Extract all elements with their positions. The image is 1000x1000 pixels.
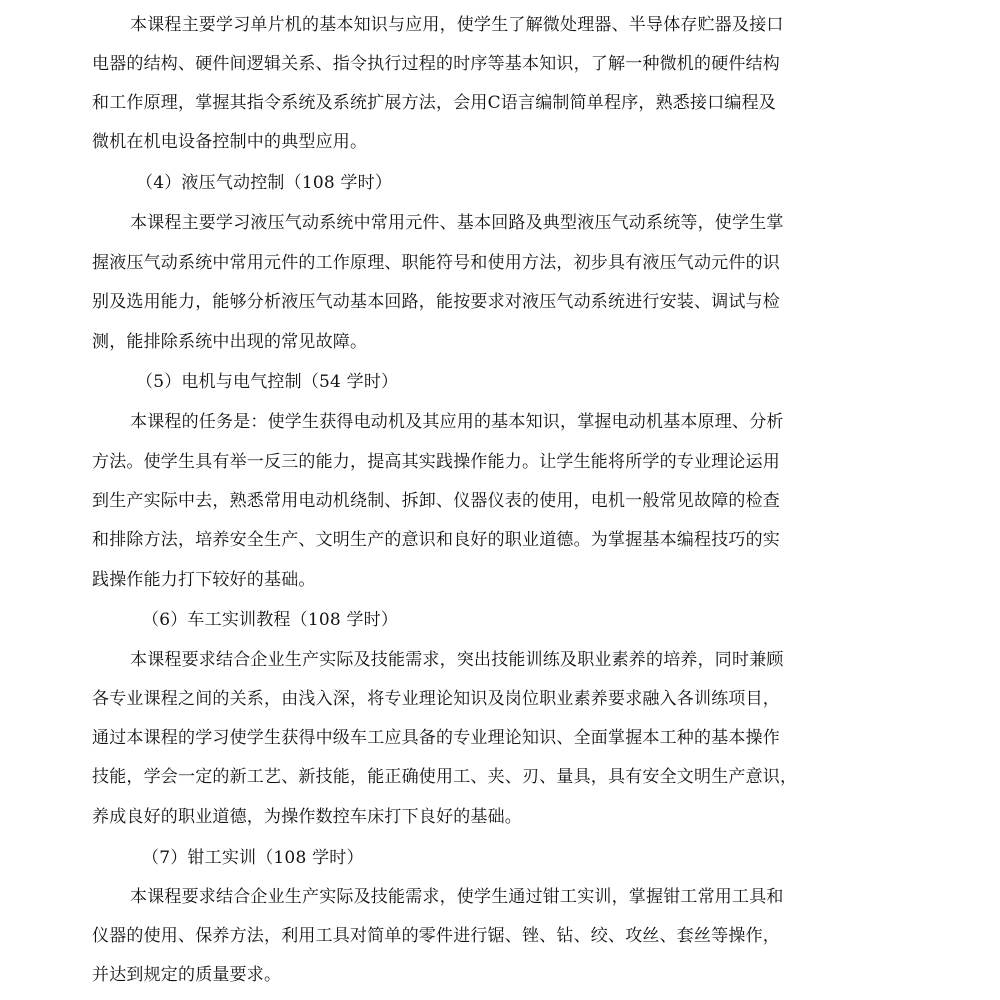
paragraph-line: 本课程主要学习单片机的基本知识与应用，使学生了解微处理器、半导体存贮器及接口 xyxy=(130,15,784,35)
paragraph-line: 电器的结构、硬件间逻辑关系、指令执行过程的时序等基本知识，了解一种微机的硬件结构 xyxy=(92,54,780,74)
section-heading: （5）电机与电气控制（54 学时） xyxy=(136,372,399,392)
paragraph-line: 养成良好的职业道德，为操作数控车床打下良好的基础。 xyxy=(92,807,522,827)
paragraph-line: 测，能排除系统中出现的常见故障。 xyxy=(92,332,368,352)
paragraph-line: 到生产实际中去，熟悉常用电动机绕制、拆卸、仪器仪表的使用，电机一般常见故障的检查 xyxy=(92,491,780,511)
paragraph-line: 通过本课程的学习使学生获得中级车工应具备的专业理论知识、全面掌握本工种的基本操作 xyxy=(92,728,780,748)
section-heading: （6）车工实训教程（108 学时） xyxy=(142,610,399,630)
paragraph-line: 各专业课程之间的关系，由浅入深，将专业理论知识及岗位职业素养要求融入各训练项目， xyxy=(92,689,780,709)
paragraph-line: 践操作能力打下较好的基础。 xyxy=(92,570,316,590)
paragraph-line: 本课程主要学习液压气动系统中常用元件、基本回路及典型液压气动系统等，使学生掌 xyxy=(130,213,784,233)
paragraph-line: 仪器的使用、保养方法，利用工具对简单的零件进行锯、锉、钻、绞、攻丝、套丝等操作， xyxy=(92,926,780,946)
paragraph-line: 方法。使学生具有举一反三的能力，提高其实践操作能力。让学生能将所学的专业理论运用 xyxy=(92,452,780,472)
paragraph-line: 和工作原理，掌握其指令系统及系统扩展方法，会用C语言编制简单程序，熟悉接口编程及 xyxy=(92,93,777,113)
paragraph-line: 别及选用能力，能够分析液压气动基本回路，能按要求对液压气动系统进行安装、调试与检 xyxy=(92,292,780,312)
paragraph-line: 和排除方法，培养安全生产、文明生产的意识和良好的职业道德。为掌握基本编程技巧的实 xyxy=(92,530,780,550)
paragraph-line: 技能，学会一定的新工艺、新技能，能正确使用工、夹、刃、量具，具有安全文明生产意识， xyxy=(92,767,798,787)
paragraph-line: 并达到规定的质量要求。 xyxy=(92,965,282,985)
section-heading: （7）钳工实训（108 学时） xyxy=(142,848,364,868)
document-page xyxy=(92,0,922,1000)
section-heading: （4）液压气动控制（108 学时） xyxy=(136,173,393,193)
paragraph-line: 本课程要求结合企业生产实际及技能需求，使学生通过钳工实训，掌握钳工常用工具和 xyxy=(130,887,784,907)
paragraph-line: 本课程的任务是：使学生获得电动机及其应用的基本知识，掌握电动机基本原理、分析 xyxy=(130,412,784,432)
paragraph-line: 握液压气动系统中常用元件的工作原理、职能符号和使用方法，初步具有液压气动元件的识 xyxy=(92,253,780,273)
paragraph-line: 本课程要求结合企业生产实际及技能需求，突出技能训练及职业素养的培养，同时兼顾 xyxy=(130,650,784,670)
paragraph-line: 微机在机电设备控制中的典型应用。 xyxy=(92,132,368,152)
